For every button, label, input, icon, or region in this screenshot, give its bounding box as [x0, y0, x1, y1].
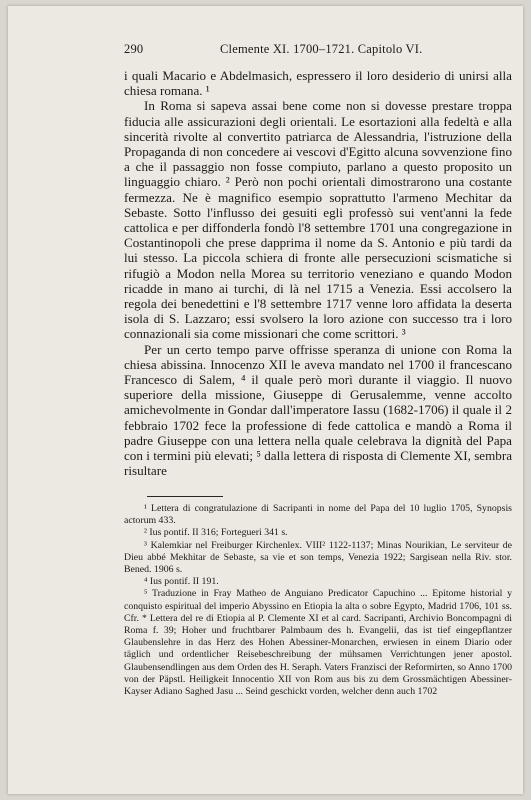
main-text	[124, 68, 512, 478]
paragraph: i quali Macario e Abdelmasich, espressero il loro desiderio di unirsi alla chiesa romana. ¹	[124, 68, 512, 99]
footnote: ¹ Lettera di congratulazione di Sacripanti in nome del Papa del 10 luglio 1705, Synopsis actorum 433.	[124, 503, 512, 527]
footnote: ⁴ Ius pontif. II 191.	[144, 576, 219, 588]
footnote: ³ Kalemkiar nel Freiburger Kirchenlex. VIII² 1122-1137; Minas Nourikian, Le serviteur de Dieu abbé Mekhitar de Sebaste, sa vie et son temps, Venezia 1922; Sargisean nella Riv. stor. Bened. 1906 s.	[124, 539, 512, 576]
running-title: Clemente XI. 1700–1721. Capitolo VI.	[220, 42, 423, 56]
footnote: ⁵ Traduzione in Fray Matheo de Anguiano Predicator Capuchino ... Epitome historial y conquisto espiritual del imperio Abyssino en Etiopia la alta o sobre Egypto, Madrid 1706, 101 ss. Cfr. * Lettera del re di Etiopia al P. Clemente XI et al card. Sacripanti, Archivio Boncompagni di Roma f. 39; Hoher und fruchtbarer Palmbaum des h. Evangelii, das ist tief eingepflantzer Glaubenslehre in das Herz des Hohen Abessiner-Monarchen, erwiesen in einem Diario oder täglich und ordentlicher Reisebeschreibung der mühsamen Verrichtungen jener apostol. Glaubensendlingen aus dem Orden des H. Seraph. Vaters Franzisci der Reformirten, so Anno 1700 von der Päpstl. Heiligkeit Innocentio XII von Rom aus bis zu dem Grossmächtigen Abessiner-Kayser Adiano Saghed Jasu ... Seind geschickt vorden, welcher denn auch 1702	[124, 588, 512, 698]
book-page	[8, 6, 523, 794]
footnotes	[124, 503, 512, 698]
footnote-divider	[147, 496, 223, 497]
page-number: 290	[124, 42, 144, 56]
paragraph: In Roma si sapeva assai bene come non si dovesse prestare troppa fiducia alle assicurazioni degli orientali. Le esortazioni alla fedeltà e alla sincerità rivolte al convertito patriarca de Alessandria, l'istruzione della Propaganda di non concedere ai vescovi d'Egitto alcuna sovvenzione fino a che il passaggio non fosse compiuto, parlano a questo proposito un linguaggio chiaro. ² Però non pochi orientali dimostrarono una costante fermezza. Ne è magnifico esempio soprattutto l'armeno Mechitar da Sebaste. Sotto l'influsso dei gesuiti egli professò sui vent'anni la fede cattolica e per diffonderla fondò l'8 settembre 1701 una congregazione in Costantinopoli che prese dapprima il nome da S. Antonio e più tardi da lui stesso. La piccola schiera di fronte alle persecuzioni scismatiche si rifugiò a Modon nella Morea su territorio veneziano e quando Modon ricadde in mano ai turchi, di là nel 1715 a Venezia. Essi accolsero la regola dei benedettini e l'8 settembre 1717 venne loro affidata la deserta isola di S. Lazzaro; essi svolsero la loro azione con successo tra i loro connazionali sia come missionari che come scrittori. ³	[124, 98, 512, 342]
paragraph: Per un certo tempo parve offrisse speranza di unione con Roma la chiesa abissina. Innocenzo XII le aveva mandato nel 1700 il francescano Francesco di Salem, ⁴ il quale però morì durante il viaggio. Il nuovo superiore della missione, Giuseppe di Gerusalemme, venne accolto amichevolmente in Gondar dall'imperatore Iassu (1682-1706) il quale il 2 febbraio 1702 fece la professione di fede cattolica e mandò a Roma il padre Giuseppe con una lettera nella quale celebrava la dignità del Papa con i termini più elevati; ⁵ dalla lettera di risposta di Clemente XI, sembra risultare	[124, 341, 512, 479]
footnote: ² Ius pontif. II 316; Fortegueri 341 s.	[144, 527, 288, 539]
